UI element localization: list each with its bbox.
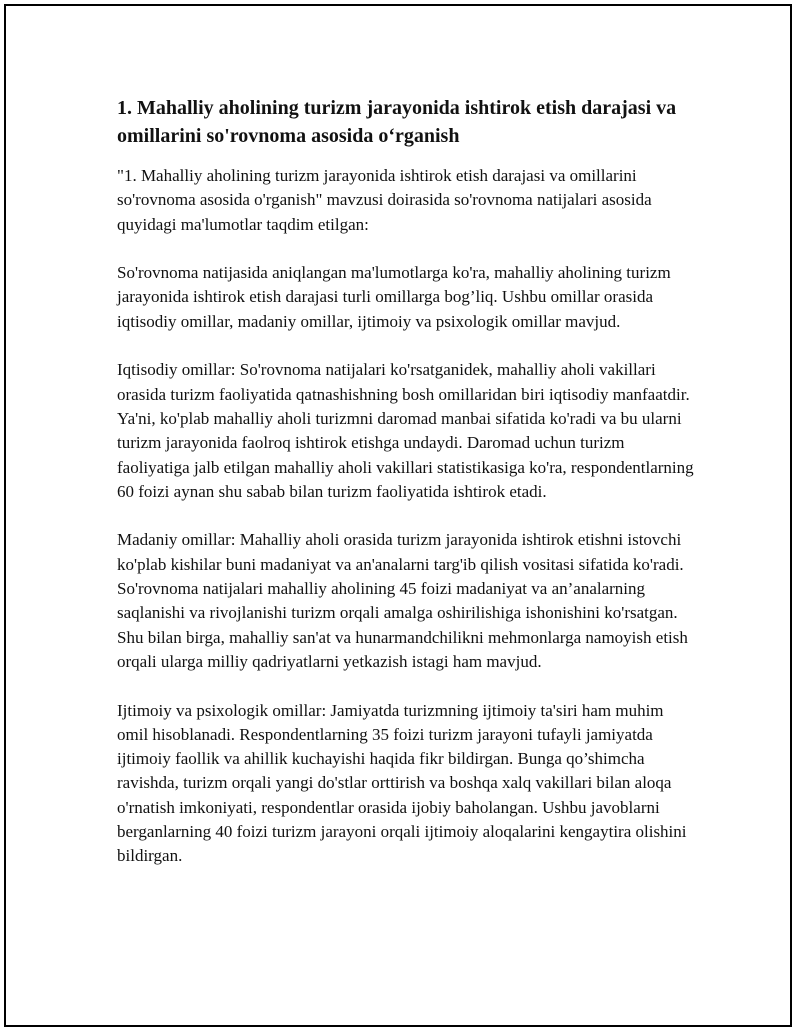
document-body <box>117 94 697 893</box>
paragraph-cultural-factors: Madaniy omillar: Mahalliy aholi orasida turizm jarayonida ishtirok etishni istovchi ko'plab kishilar buni madaniyat va an'analarni targ'ib qilish vositasi sifatida ko'radi. So'rovnoma natijalari mahalliy aholining 45 foizi madaniyat va an’analarning saqlanishi va rivojlanishi turizm orqali amalga oshirilishiga ishonishini ko'rsatgan. Shu bilan birga, mahalliy san'at va hunarmandchilikni mehmonlarga namoyish etish orqali ularga milliy qadriyatlarni yetkazish istagi ham mavjud. <box>117 530 688 671</box>
paragraph-factors-overview: So'rovnoma natijasida aniqlangan ma'lumotlarga ko'ra, mahalliy aholining turizm jarayonida ishtirok etish darajasi turli omillarga bog’liq. Ushbu omillar orasida iqtisodiy omillar, madaniy omillar, ijtimoiy va psixologik omillar mavjud. <box>117 263 671 331</box>
paragraph-economic-factors: Iqtisodiy omillar: So'rovnoma natijalari ko'rsatganidek, mahalliy aholi vakillari orasida turizm faoliyatida qatnashishning bosh omillaridan biri iqtisodiy manfaatdir. Ya'ni, ko'plab mahalliy aholi turizmni daromad manbai sifatida ko'radi va bu ularni turizm jarayonida faolroq ishtirok etishga undaydi. Daromad uchun turizm faoliyatiga jalb etilgan mahalliy aholi vakillari statistikasiga ko'ra, respondentlarning 60 foizi aynan shu sabab bilan turizm faoliyatida ishtirok etadi. <box>117 360 694 501</box>
paragraph-social-psychological-factors: Ijtimoiy va psixologik omillar: Jamiyatda turizmning ijtimoiy ta'siri ham muhim omil hisoblanadi. Respondentlarning 35 foizi turizm jarayoni tufayli jamiyatda ijtimoiy faollik va ahillik kuchayishi haqida fikr bildirgan. Bunga qo’shimcha ravishda, turizm orqali yangi do'stlar orttirish va boshqa xalq vakillari bilan aloqa o'rnatish imkoniyati, respondentlar orasida ijobiy baholangan. Ushbu javoblarni berganlarning 40 foizi turizm jarayoni orqali ijtimoiy aloqalarini kengaytira olishini bildirgan. <box>117 700 687 866</box>
paragraph-intro: "1. Mahalliy aholining turizm jarayonida ishtirok etish darajasi va omillarini so'rovnoma asosida o'rganish" mavzusi doirasida so'rovnoma natijalari asosida quyidagi ma'lumotlar taqdim etilgan: <box>117 166 652 234</box>
section-heading: 1. Mahalliy aholining turizm jarayonida ishtirok etish darajasi va omillarini so'rovnoma asosida oʻrganish <box>117 97 677 147</box>
